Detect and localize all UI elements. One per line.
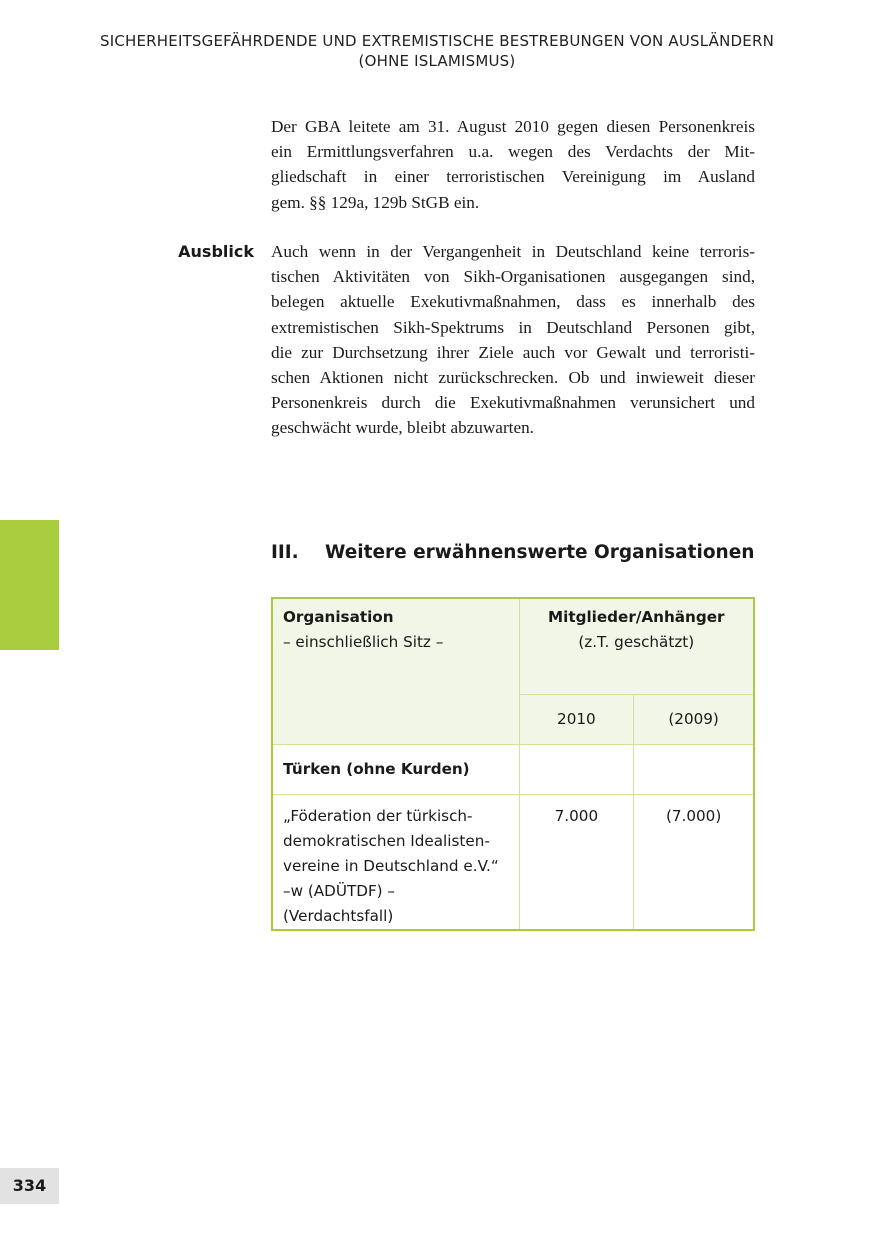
organisation-name-cell [272,795,519,931]
header-year-2009: (2009) [634,695,754,745]
header-members-subtitle: (z.T. geschätzt) [578,633,695,651]
group-label: Türken (ohne Kurden) [283,760,470,778]
paragraph-line: tischen Aktivitäten von Sikh-Organisationen ausgegangen sind, [271,267,755,287]
section-heading [271,540,771,566]
paragraph-line: Der GBA leitete am 31. August 2010 gegen diesen Personenkreis [271,117,755,136]
paragraph-line: gem. §§ 129a, 129b StGB ein. [271,192,480,212]
running-head-line-2: (OHNE ISLAMISMUS) [358,52,516,70]
header-organisation-title: Organisation [283,608,394,626]
chapter-tab-marker [0,520,59,650]
paragraph-line: Personenkreis durch die Exekutivmaßnahmen verunsichert und [271,393,755,413]
organisation-name-line: demokratischen Idealisten- [283,832,490,850]
organisation-name-line: vereine in Deutschland e.V.“ [283,857,499,875]
paragraph-line: belegen aktuelle Exekutivmaßnahmen, dass es innerhalb des [271,292,755,312]
paragraph-line: die zur Durchsetzung ihrer Ziele auch vor Gewalt und terroristi- [271,342,755,362]
organisation-name-line: „Föderation der türkisch- [283,807,473,825]
organisations-table [271,597,755,931]
page-number: 334 [0,1168,59,1204]
table-row [272,795,754,931]
value-2010-cell [519,795,634,931]
paragraph-line: geschwächt wurde, bleibt abzuwarten. [271,418,534,438]
header-organisation-subtitle: – einschließlich Sitz – [283,633,444,651]
table-row [272,745,754,795]
header-organisation-cell [272,598,519,745]
header-members-title: Mitglieder/Anhänger [548,608,725,626]
group-cell [272,745,519,795]
empty-cell [519,745,634,795]
paragraph-line: Auch wenn in der Vergangenheit in Deutschland keine terroris- [271,242,755,261]
section-title: Weitere erwähnenswerte Organisationen [325,542,755,563]
paragraph-line: schen Aktionen nicht zurückschrecken. Ob und inwieweit dieser [271,368,755,388]
organisation-name-line: –w (ADÜTDF) – (Verdachtsfall) [283,882,396,925]
value-2009-cell [634,795,754,931]
header-year-2010: 2010 [519,695,634,745]
marginal-label-ausblick: Ausblick [178,242,254,261]
section-number: III. [271,542,299,563]
running-head-line-1: SICHERHEITSGEFÄHRDENDE UND EXTREMISTISCHE BESTREBUNGEN VON AUSLÄNDERN [99,32,775,50]
paragraph-ausblick [271,239,755,441]
running-head [0,31,874,71]
empty-cell [634,745,754,795]
paragraph-line: gliedschaft in einer terroristischen Vereinigung im Ausland [271,167,755,187]
paragraph-gba [271,114,755,215]
paragraph-line: ein Ermittlungsverfahren u.a. wegen des Verdachts der Mit- [271,142,755,162]
paragraph-line: extremistischen Sikh-Spektrums in Deutschland Personen gibt, [271,317,755,337]
value-2009: (7.000) [665,807,722,825]
value-2010: 7.000 [554,807,599,825]
header-members-cell [519,598,754,695]
